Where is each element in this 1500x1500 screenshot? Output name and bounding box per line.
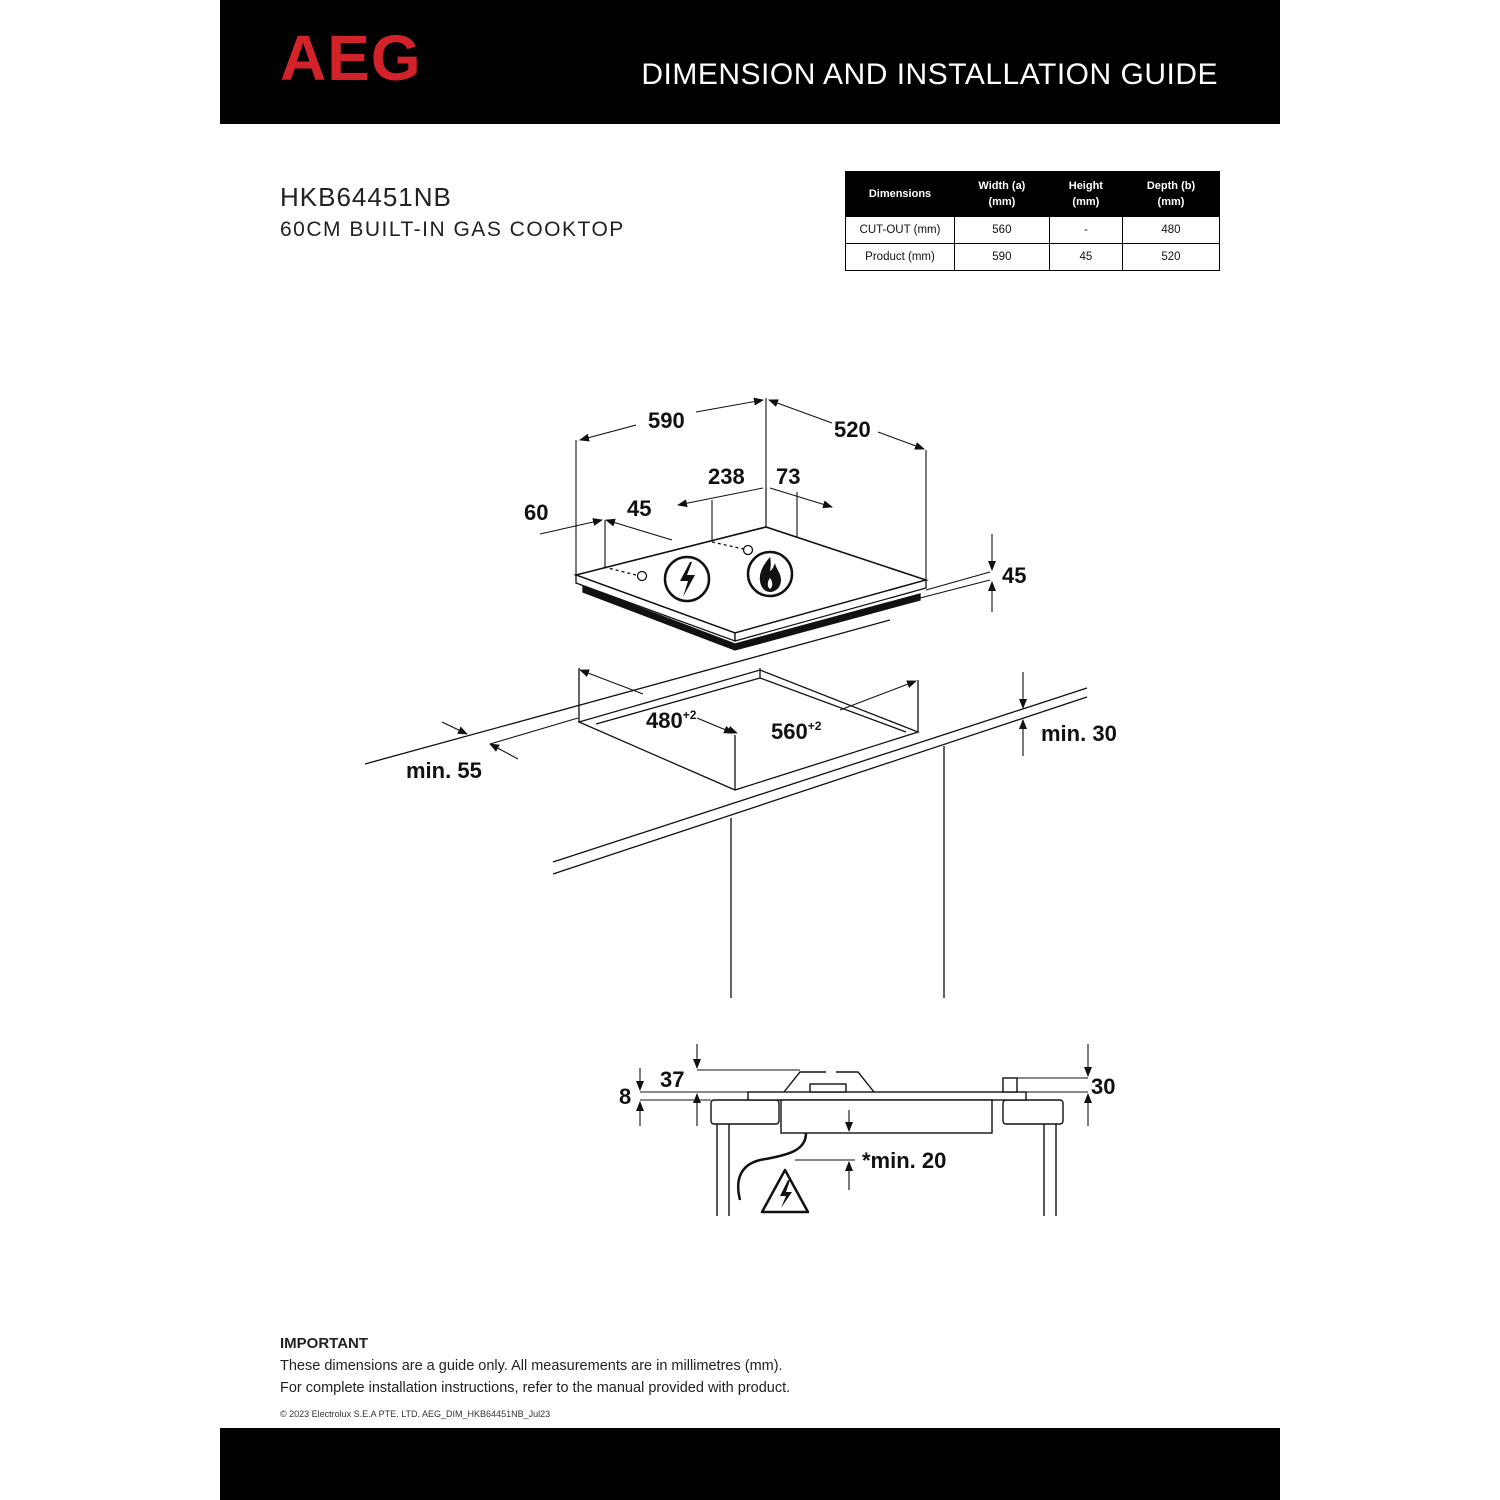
table-cell: 45 [1049,244,1122,271]
label-45-offset: 45 [627,496,652,521]
label-cutout-560: $560^{+2}$ [771,719,822,744]
label-height-45: 45 [1002,563,1027,588]
aeg-logo: AEG [280,22,422,94]
table-header-cell: Depth (b) (mm) [1122,172,1219,217]
table-cell: Product (mm) [846,244,955,271]
table-header-cell: Dimensions [846,172,955,217]
table-cell: - [1049,217,1122,244]
notes-line-2: For complete installation instructions, refer to the manual provided with product. [280,1380,791,1396]
label-60: 60 [524,500,549,525]
model-number: HKB64451NB [280,182,452,212]
important-notes [280,1333,790,1399]
dimension-labels [406,408,1117,1173]
table-cell: CUT-OUT (mm) [846,217,955,244]
label-238: 238 [708,464,745,489]
label-min-20: *min. 20 [862,1148,947,1173]
table-header-cell: Width (a) (mm) [955,172,1050,217]
worktop-drawing [365,620,1087,998]
label-30: 30 [1091,1074,1116,1099]
table-cell: 480 [1122,217,1219,244]
label-8: 8 [619,1084,632,1109]
gas-flame-icon [748,552,792,596]
table-cell: 590 [955,244,1050,271]
label-cutout-480: $480^{+2}$ [646,708,697,733]
table-header-cell: Height (mm) [1049,172,1122,217]
label-37: 37 [660,1067,685,1092]
label-width-590: 590 [648,408,685,433]
table-cell: 560 [955,217,1050,244]
product-description: 60CM BUILT-IN GAS COOKTOP [280,218,625,241]
label-depth-520: 520 [834,417,871,442]
cooktop-drawing [576,527,926,650]
label-min-55: min. 55 [406,758,482,783]
electric-hazard-icon [665,557,709,601]
label-min-30: min. 30 [1041,721,1117,746]
document-title: DIMENSION AND INSTALLATION GUIDE [641,58,1218,91]
footer-band [220,1428,1280,1500]
warning-triangle-icon [762,1170,808,1212]
copyright-text: © 2023 Electrolux S.E.A PTE. LTD. AEG_DIM_HKB64451NB_Jul23 [280,1409,551,1419]
side-section-drawing [711,1072,1063,1216]
notes-heading: IMPORTANT [280,1335,369,1352]
table-cell: 520 [1122,244,1219,271]
label-73: 73 [776,464,801,489]
notes-line-1: These dimensions are a guide only. All measurements are in millimetres (mm). [280,1358,783,1374]
